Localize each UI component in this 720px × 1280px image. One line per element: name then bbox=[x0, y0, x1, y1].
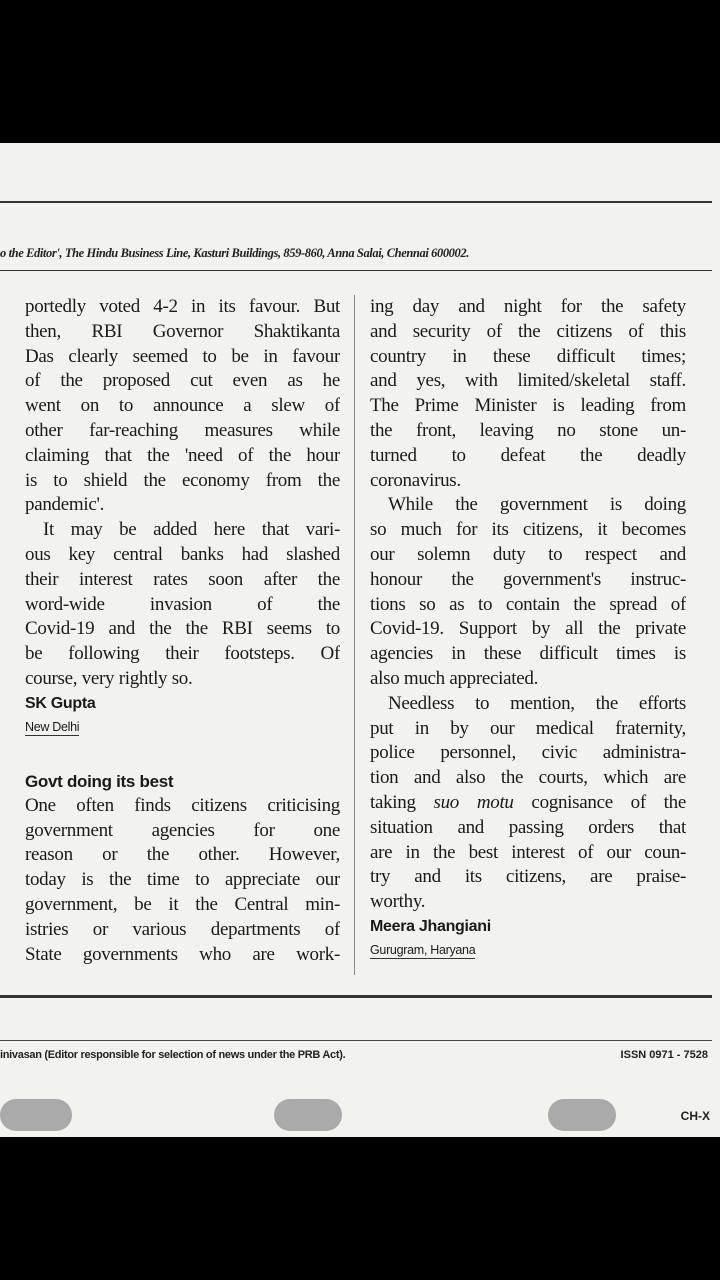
text-line: situation and passing orders that bbox=[370, 816, 686, 838]
editor-address: o the Editor', The Hindu Business Line, Kasturi Buildings, 859-860, Anna Salai, Chennai 600002. bbox=[0, 246, 469, 260]
author-place: New Delhi bbox=[25, 719, 80, 734]
text-line: put in by our medical fraternity, bbox=[370, 717, 686, 739]
text-line: try and its citizens, are praise- bbox=[370, 866, 686, 888]
text-line: went on to announce a slew of bbox=[25, 395, 340, 417]
letter-2-para-2 bbox=[370, 493, 686, 691]
text-line: agencies in these difficult times is bbox=[370, 643, 686, 665]
letter-1-para-2 bbox=[25, 518, 340, 692]
text-line: country in these difficult times; bbox=[370, 345, 686, 367]
text-line: tions so as to contain the spread of bbox=[370, 593, 686, 615]
text-line: coronavirus. bbox=[370, 469, 461, 491]
redaction-blob bbox=[548, 1099, 616, 1131]
text-line: ous key central banks had slashed bbox=[25, 543, 340, 565]
text-line: their interest rates soon after the bbox=[25, 568, 340, 590]
text-line: and security of the citizens of this bbox=[370, 320, 686, 342]
letter-2-para-1 bbox=[25, 794, 340, 968]
text-line: be following their footsteps. Of bbox=[25, 643, 340, 665]
author-name: SK Gupta bbox=[25, 694, 96, 712]
text-line: It may be added here that vari- bbox=[43, 519, 340, 541]
left-column bbox=[25, 295, 340, 967]
text-line-italic bbox=[370, 791, 686, 816]
text-line: worthy. bbox=[370, 891, 426, 913]
text-line: The Prime Minister is leading from bbox=[370, 395, 686, 417]
redaction-blob bbox=[0, 1099, 72, 1131]
letter-2-para-1-cont bbox=[370, 295, 686, 493]
text-line: Covid-19. Support by all the private bbox=[370, 618, 686, 640]
letter-2-para-3 bbox=[370, 692, 686, 915]
text-line: reason or the other. However, bbox=[25, 844, 340, 866]
text-line: turned to defeat the deadly bbox=[370, 444, 686, 466]
text-line: course, very rightly so. bbox=[25, 667, 193, 689]
text-line: word-wide invasion of the bbox=[25, 593, 340, 615]
text-line: Needless to mention, the efforts bbox=[388, 692, 686, 714]
text-line: portedly voted 4-2 in its favour. But bbox=[25, 296, 340, 317]
redaction-blob bbox=[274, 1099, 342, 1131]
text-line: then, RBI Governor Shaktikanta bbox=[25, 320, 340, 342]
text-line: One often finds citizens criticising bbox=[25, 794, 340, 816]
text-line: our solemn duty to respect and bbox=[370, 543, 686, 565]
text-line: also much appreciated. bbox=[370, 667, 539, 689]
text-fragment: cognisance of the bbox=[513, 791, 686, 813]
letter-1-para-1 bbox=[25, 295, 340, 518]
right-column bbox=[370, 295, 686, 963]
text-line: today is the time to appreciate our bbox=[25, 869, 340, 891]
author-place: Gurugram, Haryana bbox=[370, 942, 476, 957]
edition-code: CH-X bbox=[680, 1109, 710, 1123]
text-line: State governments who are work- bbox=[25, 943, 340, 965]
editor-note: inivasan (Editor responsible for selection of news under the PRB Act). bbox=[0, 1049, 346, 1061]
author-name: Meera Jhangiani bbox=[370, 917, 491, 935]
text-line: so much for its citizens, it becomes bbox=[370, 519, 686, 541]
text-line: ing day and night for the safety bbox=[370, 296, 686, 317]
text-line: of the proposed cut even as he bbox=[25, 370, 340, 392]
text-fragment: taking bbox=[370, 791, 434, 813]
text-line: police personnel, civic administra- bbox=[370, 742, 686, 764]
top-rule bbox=[0, 201, 712, 203]
text-line: is to shield the economy from the bbox=[25, 469, 340, 491]
issn-number: ISSN 0971 - 7528 bbox=[620, 1049, 708, 1061]
text-line: Das clearly seemed to be in favour bbox=[25, 345, 340, 367]
text-line: Covid-19 and the the RBI seems to bbox=[25, 618, 340, 640]
address-rule bbox=[0, 270, 712, 271]
text-line: claiming that the 'need of the hour bbox=[25, 444, 340, 466]
footer-rule bbox=[0, 1040, 712, 1041]
text-line: While the government is doing bbox=[388, 494, 686, 516]
text-line: honour the government's instruc- bbox=[370, 568, 686, 590]
italic-phrase: suo motu bbox=[433, 791, 514, 813]
text-line: tion and also the courts, which are bbox=[370, 767, 686, 789]
newspaper-page bbox=[0, 143, 720, 1137]
text-line: are in the best interest of our coun- bbox=[370, 841, 686, 863]
text-line: and yes, with limited/skeletal staff. bbox=[370, 370, 686, 392]
text-line: istries or various departments of bbox=[25, 918, 340, 940]
letter-heading: Govt doing its best bbox=[25, 771, 174, 791]
text-line: pandemic'. bbox=[25, 494, 105, 516]
text-line: other far-reaching measures while bbox=[25, 419, 340, 441]
text-line: government agencies for one bbox=[25, 819, 340, 841]
text-line: the front, leaving no stone un- bbox=[370, 419, 686, 441]
text-line: government, be it the Central min- bbox=[25, 893, 340, 915]
spacer bbox=[25, 740, 340, 770]
bottom-rule bbox=[0, 995, 712, 998]
column-divider bbox=[354, 295, 355, 975]
